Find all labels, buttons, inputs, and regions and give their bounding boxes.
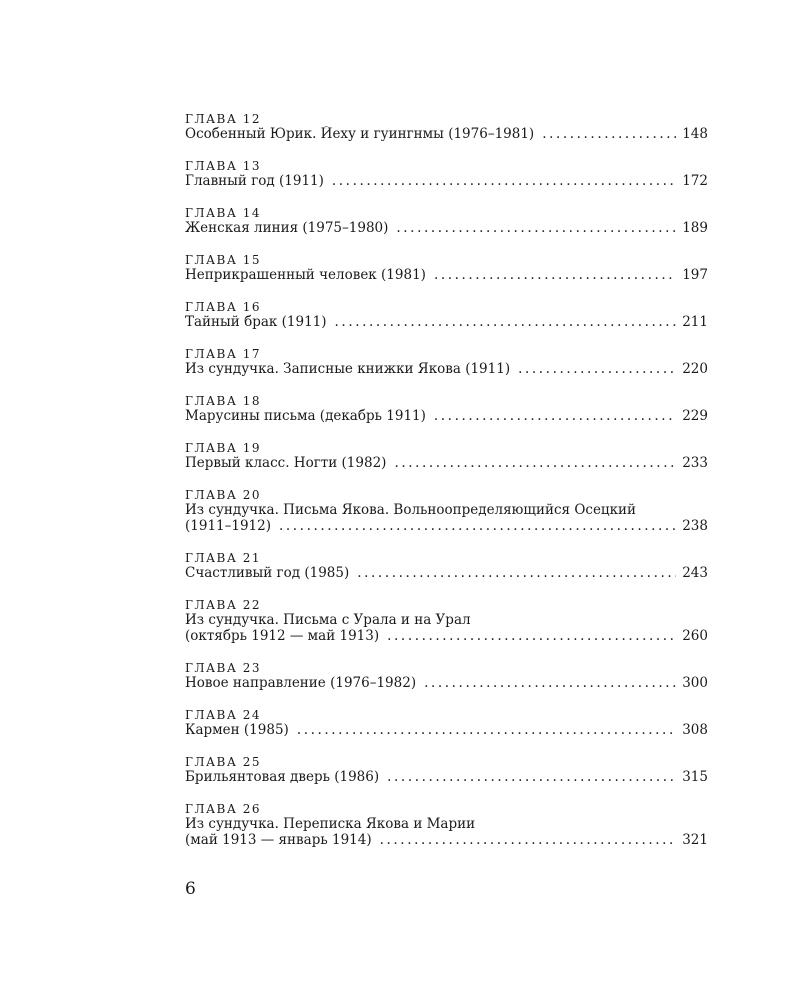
dot-leader xyxy=(332,173,676,189)
toc-line xyxy=(185,314,708,330)
dot-leader xyxy=(518,361,676,377)
toc-line xyxy=(185,455,708,471)
dot-leader xyxy=(297,722,676,738)
toc-entry xyxy=(185,394,708,424)
dot-leader xyxy=(387,628,676,644)
chapter-title-cont: (октябрь 1912 — май 1913) xyxy=(185,628,380,644)
toc-line xyxy=(185,832,708,848)
chapter-title: Тайный брак (1911) xyxy=(185,314,327,330)
chapter-label: ГЛАВА 12 xyxy=(185,112,262,126)
chapter-title: Из сундучка. Письма с Урала и на Урал xyxy=(185,612,471,628)
toc-line xyxy=(185,628,708,644)
toc-line xyxy=(185,220,708,236)
page-ref: 260 xyxy=(682,628,708,644)
toc-entry xyxy=(185,253,708,283)
chapter-title: Новое направление (1976–1982) xyxy=(185,675,417,691)
chapter-title: Из сундучка. Письма Якова. Вольноопределяющийся Осецкий xyxy=(185,502,637,518)
page-number: 6 xyxy=(185,879,196,899)
toc-line xyxy=(185,361,708,377)
page-ref: 148 xyxy=(682,126,708,142)
dot-leader xyxy=(335,314,677,330)
chapter-label: ГЛАВА 13 xyxy=(185,159,262,173)
page-ref: 321 xyxy=(682,832,708,848)
page-ref: 211 xyxy=(682,314,708,330)
toc-entry xyxy=(185,488,708,534)
chapter-title: Кармен (1985) xyxy=(185,722,289,738)
toc-line xyxy=(185,408,708,424)
page-ref: 197 xyxy=(682,267,708,283)
toc-entry xyxy=(185,159,708,189)
chapter-title-cont: (май 1913 — январь 1914) xyxy=(185,832,372,848)
table-of-contents xyxy=(185,112,708,848)
chapter-label: ГЛАВА 22 xyxy=(185,598,262,612)
chapter-label: ГЛАВА 17 xyxy=(185,347,262,361)
chapter-title: Из сундучка. Записные книжки Якова (1911) xyxy=(185,361,511,377)
page-ref: 189 xyxy=(682,220,708,236)
chapter-label: ГЛАВА 25 xyxy=(185,755,262,769)
toc-line xyxy=(185,769,708,785)
dot-leader xyxy=(424,675,676,691)
chapter-label: ГЛАВА 21 xyxy=(185,551,262,565)
page-ref: 172 xyxy=(682,173,708,189)
toc-line xyxy=(185,267,708,283)
dot-leader xyxy=(434,408,676,424)
chapter-label: ГЛАВА 24 xyxy=(185,708,262,722)
chapter-label: ГЛАВА 23 xyxy=(185,661,262,675)
toc-entry xyxy=(185,206,708,236)
toc-entry xyxy=(185,347,708,377)
page-ref: 220 xyxy=(682,361,708,377)
toc-entry xyxy=(185,755,708,785)
toc-entry xyxy=(185,300,708,330)
toc-line xyxy=(185,173,708,189)
chapter-label: ГЛАВА 15 xyxy=(185,253,262,267)
toc-line xyxy=(185,518,708,534)
page-ref: 233 xyxy=(682,455,708,471)
chapter-title: Счастливый год (1985) xyxy=(185,565,350,581)
page-ref: 238 xyxy=(682,518,708,534)
chapter-title: Особенный Юрик. Йеху и гуингнмы (1976–1981) xyxy=(185,126,535,142)
toc-entry xyxy=(185,112,708,142)
dot-leader xyxy=(542,126,676,142)
dot-leader xyxy=(434,267,676,283)
toc-entry xyxy=(185,708,708,738)
toc-entry xyxy=(185,598,708,644)
chapter-label: ГЛАВА 20 xyxy=(185,488,262,502)
chapter-title: Брильянтовая дверь (1986) xyxy=(185,769,380,785)
page-ref: 300 xyxy=(682,675,708,691)
chapter-title: Главный год (1911) xyxy=(185,173,324,189)
chapter-title: Неприкрашенный человек (1981) xyxy=(185,267,426,283)
page-ref: 229 xyxy=(682,408,708,424)
page-ref: 243 xyxy=(682,565,708,581)
toc-line xyxy=(185,675,708,691)
chapter-title: Из сундучка. Переписка Якова и Марии xyxy=(185,816,476,832)
chapter-label: ГЛАВА 14 xyxy=(185,206,262,220)
chapter-label: ГЛАВА 18 xyxy=(185,394,262,408)
toc-line xyxy=(185,565,708,581)
toc-entry xyxy=(185,802,708,848)
chapter-label: ГЛАВА 16 xyxy=(185,300,262,314)
chapter-title: Женская линия (1975–1980) xyxy=(185,220,389,236)
dot-leader xyxy=(380,832,677,848)
dot-leader xyxy=(396,220,676,236)
chapter-label: ГЛАВА 19 xyxy=(185,441,262,455)
toc-line xyxy=(185,722,708,738)
chapter-title: Марусины письма (декабрь 1911) xyxy=(185,408,426,424)
dot-leader xyxy=(387,769,676,785)
chapter-title: Первый класс. Ногти (1982) xyxy=(185,455,387,471)
page-ref: 308 xyxy=(682,722,708,738)
dot-leader xyxy=(357,565,676,581)
toc-entry xyxy=(185,441,708,471)
toc-entry xyxy=(185,551,708,581)
dot-leader xyxy=(279,518,676,534)
dot-leader xyxy=(394,455,676,471)
toc-entry xyxy=(185,661,708,691)
page-ref: 315 xyxy=(682,769,708,785)
chapter-title-cont: (1911–1912) xyxy=(185,518,271,534)
toc-line xyxy=(185,126,708,142)
chapter-label: ГЛАВА 26 xyxy=(185,802,262,816)
